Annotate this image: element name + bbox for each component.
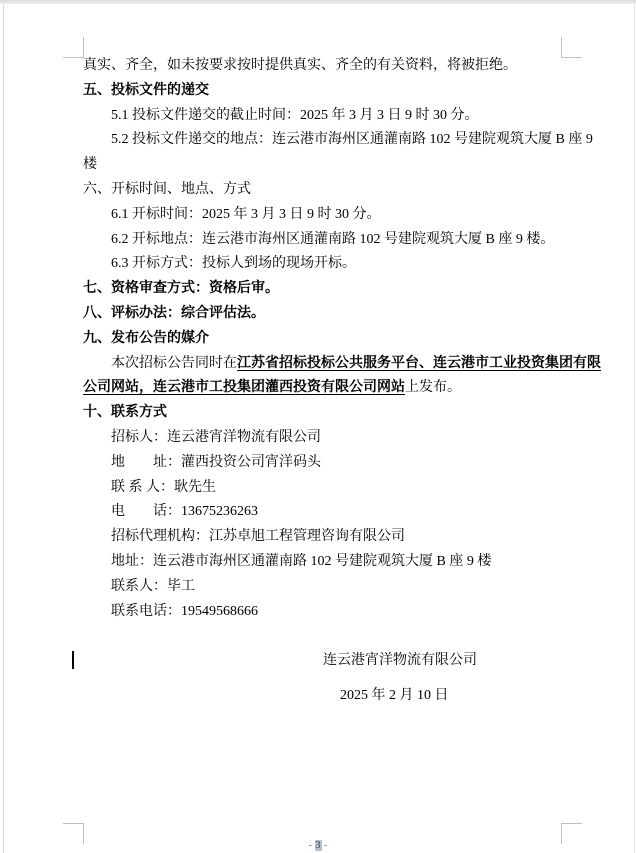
page-number-field: 3 [315,840,321,851]
para-tenderee-phone [83,500,561,525]
page-left-edge [3,4,4,853]
text-segment: 联系电话：19549568666 [111,603,258,619]
document-body[interactable] [83,54,601,709]
text-segment: 招标人：连云港宵洋物流有限公司 [111,429,321,445]
heading-6-bid-opening [83,178,561,203]
heading-5-bid-submission [83,79,561,104]
para-agency-phone [83,600,561,625]
para-6-2-place [83,228,561,253]
text-segment: 招标代理机构：江苏卓旭工程管理咨询有限公司 [111,529,405,545]
text-segment: 5.1 投标文件递交的截止时间：2025 年 3 月 3 日 9 时 30 分。 [111,107,479,123]
text-segment: 联系人：毕工 [111,578,195,594]
para-empty [83,624,561,649]
text-segment: 6.2 开标地点：连云港市海州区通灌南路 102 号建院观筑大厦 B 座 9 楼。 [111,231,555,247]
heading-8-evaluation [83,302,561,327]
text-cursor [72,651,74,669]
text-segment: 6.1 开标时间：2025 年 3 月 3 日 9 时 30 分。 [111,206,381,222]
page-right-edge [634,4,635,853]
signature-date [83,684,561,709]
para-5-2-location [83,128,593,153]
text-segment: 七、资格审查方式：资格后审。 [83,281,279,297]
para-materials-note [83,54,561,79]
text-segment: 公司网站，连云港市工投集团灌西投资有限公司网站 [83,380,405,396]
text-segment: 2025 年 2 月 10 日 [340,687,449,703]
para-tenderee-address [83,451,561,476]
page-number-suffix: - [321,840,328,851]
text-segment: 联 系 人：耿先生 [111,479,216,495]
para-9-media-line1 [83,352,601,377]
para-agency-address [83,550,561,575]
heading-9-media [83,327,561,352]
text-segment: 八、评标办法：综合评估法。 [83,305,265,321]
page-number-prefix: - [308,840,315,851]
text-segment: 5.2 投标文件递交的地点：连云港市海州区通灌南路 102 号建院观筑大厦 B 座 9 [111,132,593,148]
para-agency [83,525,561,550]
text-boundary-mark-top-right [561,37,582,58]
text-segment: 6.3 开标方式：投标人到场的现场开标。 [111,256,356,272]
text-segment: 六、开标时间、地点、方式 [83,181,251,197]
page-footer [0,840,636,852]
para-tenderee [83,426,561,451]
para-6-3-method [83,252,561,277]
text-segment: 地 址：灌西投资公司宵洋码头 [111,454,321,470]
para-9-media-line2 [83,376,561,401]
text-segment: 本次招标公告同时在 [111,355,237,371]
text-segment: 连云港宵洋物流有限公司 [323,653,477,669]
text-segment: 九、发布公告的媒介 [83,330,209,346]
text-segment: 楼 [83,157,97,173]
text-segment: 地址：连云港市海州区通灌南路 102 号建院观筑大厦 B 座 9 楼 [111,553,492,569]
para-agency-contact [83,575,561,600]
text-segment: 十、联系方式 [83,405,167,421]
heading-10-contact [83,401,561,426]
para-5-2-location-wrap [83,153,561,178]
text-segment: 真实、齐全，如未按要求按时提供真实、齐全的有关资料，将被拒绝。 [83,58,517,73]
para-5-1-deadline [83,104,561,129]
heading-7-qualification [83,277,561,302]
text-segment: 电 话：13675236263 [111,504,258,520]
text-segment: 上发布。 [405,380,461,396]
text-boundary-mark-top-left [63,37,84,58]
text-segment: 五、投标文件的递交 [83,82,209,98]
page-top-edge [0,0,636,4]
para-tenderee-contact [83,476,561,501]
text-segment: 江苏省招标投标公共服务平台、连云港市工业投资集团有限 [237,355,601,371]
para-6-1-time [83,203,561,228]
signature-company [83,649,561,674]
